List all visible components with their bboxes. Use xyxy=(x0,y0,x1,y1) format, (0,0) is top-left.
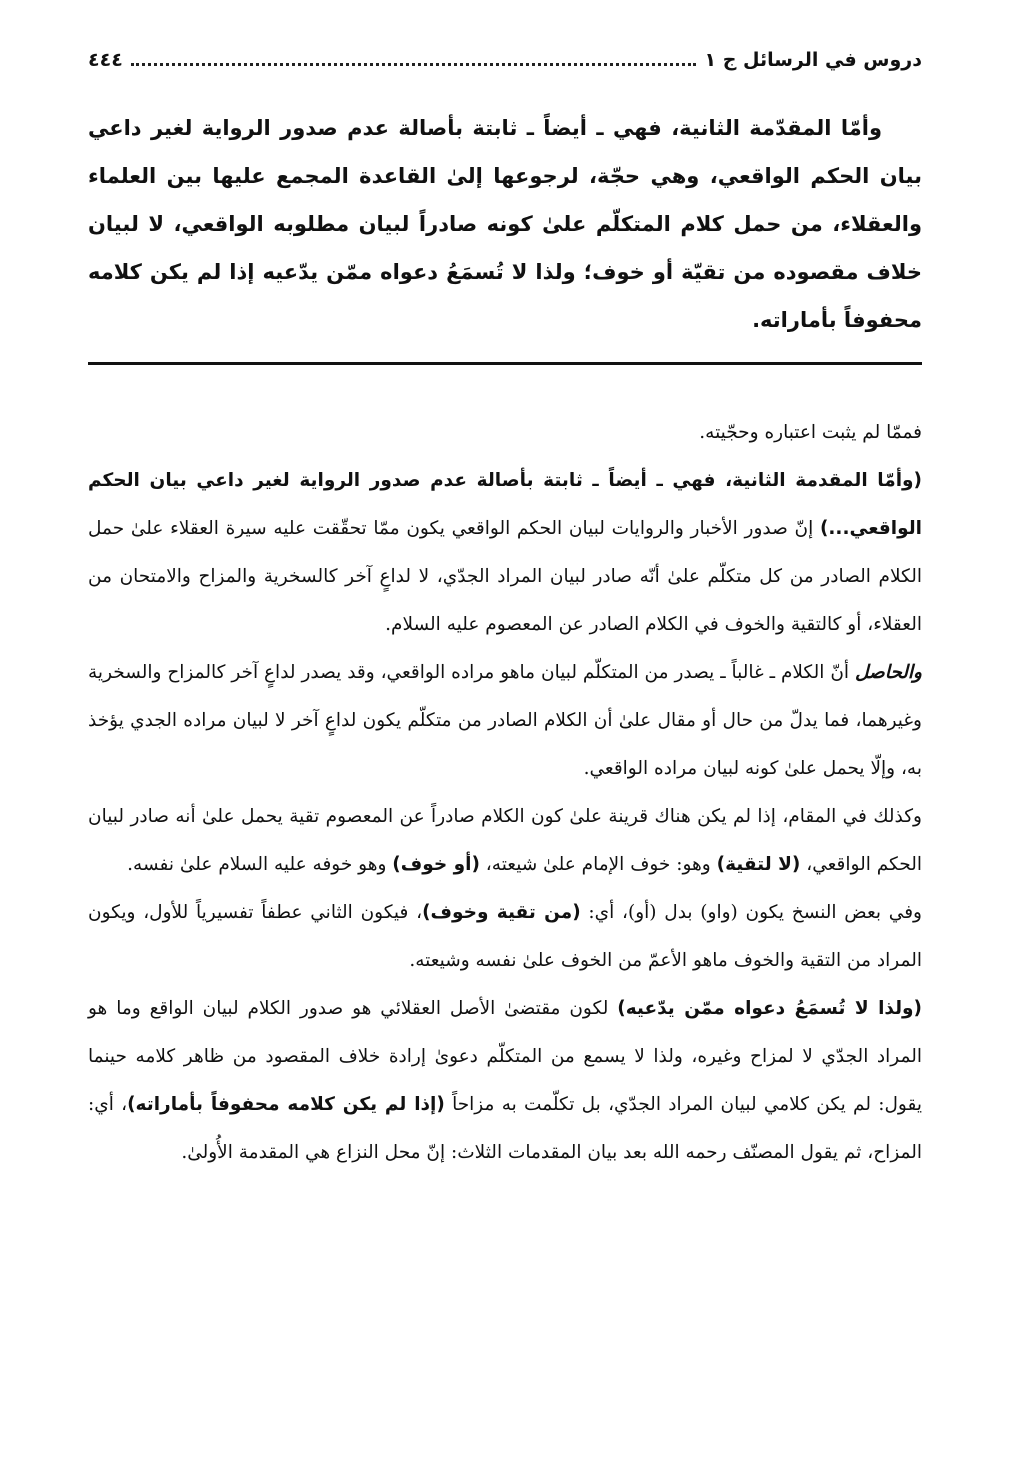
main-text: وأمّا المقدّمة الثانية، فهي ـ أيضاً ـ ثابتة بأصالة عدم صدور الرواية لغير داعي بيان الحكم الواقعي، وهي حجّة، لرجوعها إلىٰ القاعدة المجمع عليها بين العلماء والعقلاء، من حمل كلام المتكلّم علىٰ كونه صادراً لبيان مطلوبه الواقعي، لا لبيان خلاف مقصوده من تقيّة أو خوف؛ ولذا لا تُسمَعُ دعواه ممّن يدّعيه إذا لم يكن كلامه محفوفاً بأماراته. xyxy=(88,116,922,332)
paragraph-text: وكذلك في المقام، إذا لم يكن هناك قرينة علىٰ كون الكلام صادراً عن المعصوم تقية يحمل علىٰ أنه صادر لبيان الحكم الواقعي، xyxy=(88,806,922,875)
page-number: ٤٤٤ xyxy=(88,49,123,71)
commentary-paragraph-5 xyxy=(88,889,922,985)
commentary-paragraph-2 xyxy=(88,457,922,649)
commentary xyxy=(88,409,922,1177)
quoted-main-text: (من تقية وخوف) xyxy=(422,902,581,923)
quoted-main-text: (لا لتقية) xyxy=(716,854,801,875)
commentary-paragraph-4 xyxy=(88,793,922,889)
commentary-paragraph-3 xyxy=(88,649,922,793)
quoted-main-text: (ولذا لا تُسمَعُ دعواه ممّن يدّعيه) xyxy=(617,998,923,1019)
paragraph-text: وهو خوفه عليه السلام علىٰ نفسه. xyxy=(127,854,393,875)
page xyxy=(88,40,922,1177)
separator-rule xyxy=(88,362,922,365)
paragraph-text: وفي بعض النسخ يكون (واو) بدل (أو)، أي: xyxy=(580,902,922,923)
paragraph-text: ، فيكون الثاني عطفاً تفسيرياً للأول، ويكون المراد من التقية والخوف ماهو الأعمّ من الخوف علىٰ نفسه وشيعته. xyxy=(88,902,922,971)
header-dotted-leader xyxy=(131,63,697,66)
paragraph-text: وهو: خوف الإمام علىٰ شيعته، xyxy=(479,854,717,875)
paragraph-text: إنّ صدور الأخبار والروايات لبيان الحكم الواقعي يكون ممّا تحقّقت عليه سيرة العقلاء علىٰ حمل الكلام الصادر من كل متكلّم علىٰ أنّه صادر لبيان المراد الجدّي، لا لداعٍ آخر كالسخرية والمزاح والامتحان من العقلاء، أو كالتقية والخوف في الكلام الصادر عن المعصوم عليه السلام. xyxy=(88,518,922,635)
commentary-paragraph-6 xyxy=(88,985,922,1177)
paragraph-text: ، أي: المزاح، ثم يقول المصنّف رحمه الله بعد بيان المقدمات الثلاث: إنّ محل النزاع هي المقدمة الأُولىٰ. xyxy=(88,1094,922,1163)
paragraph-text: لكون مقتضىٰ الأصل العقلائي هو صدور الكلام لبيان الواقع وما هو المراد الجدّي لا لمزاح وغيره، ولذا لا يسمع من المتكلّم دعوىٰ إرادة خلاف المقصود من ظاهر كلامه حينما يقول: لم يكن كلامي لبيان المراد الجدّي، بل تكلّمت به مزاحاً xyxy=(88,998,922,1115)
page-header xyxy=(88,40,922,80)
book-title: دروس في الرسائل ج ١ xyxy=(704,49,922,71)
quoted-main-text: (أو خوف) xyxy=(392,854,480,875)
summary-lead: والحاصل xyxy=(854,662,922,683)
paragraph-text: أنّ الكلام ـ غالباً ـ يصدر من المتكلّم لبيان ماهو مراده الواقعي، وقد يصدر لداعٍ آخر كالمزاح والسخرية وغيرهما، فما يدلّ من حال أو مقال علىٰ أن الكلام الصادر من متكلّم يكون لداعٍ آخر لا لبيان مراده الجدي يؤخذ به، وإلّا يحمل علىٰ كونه لبيان مراده الواقعي. xyxy=(88,662,922,779)
quoted-main-text: (إذا لم يكن كلامه محفوفاً بأماراته) xyxy=(127,1094,445,1115)
quoted-main-text: (وأمّا المقدمة الثانية، فهي ـ أيضاً ـ ثابتة بأصالة عدم صدور الرواية لغير داعي بيان الحكم الواقعي...) xyxy=(88,470,922,539)
commentary-paragraph-1: فممّا لم يثبت اعتباره وحجّيته. xyxy=(699,422,922,443)
